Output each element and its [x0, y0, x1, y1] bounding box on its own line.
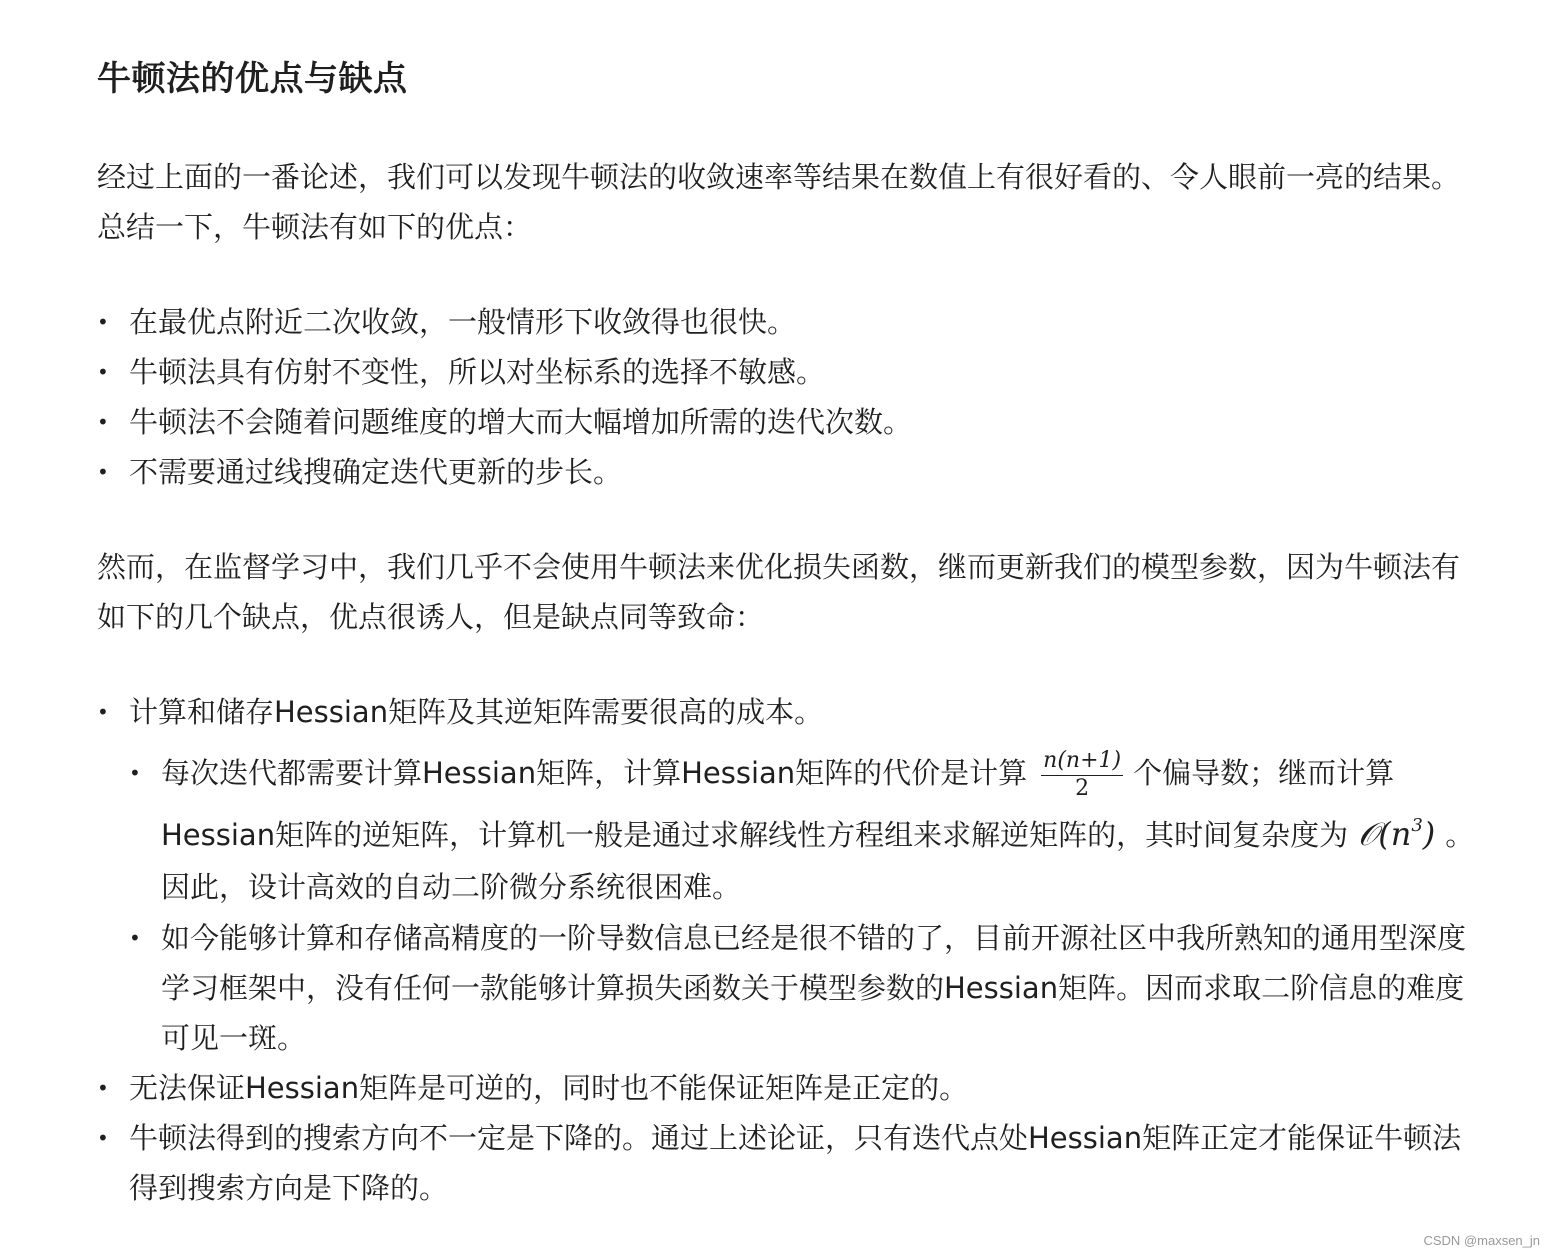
transition-paragraph: 然而，在监督学习中，我们几乎不会使用牛顿法来优化损失函数，继而更新我们的模型参数，因为牛顿法有如下的几个缺点，优点很诱人，但是缺点同等致命：	[97, 550, 1461, 634]
list-item: • 牛顿法不会随着问题维度的增大而大幅增加所需的迭代次数。	[97, 397, 1477, 447]
list-item: • 牛顿法具有仿射不变性，所以对坐标系的选择不敏感。	[97, 347, 1477, 397]
article	[97, 50, 1477, 1205]
complexity-formula	[1358, 815, 1435, 853]
sub-list	[129, 747, 1477, 1063]
sub-item-text-end: 。因此，设计高效的自动二阶微分系统很困难。	[161, 818, 1475, 904]
fraction-numerator: n(n+1)	[1041, 750, 1123, 776]
list-item: • 不需要通过线搜确定迭代更新的步长。	[97, 447, 1477, 497]
section-heading: 牛顿法的优点与缺点	[97, 59, 408, 99]
fraction-formula	[1041, 750, 1123, 800]
sub-list-item	[129, 747, 1477, 913]
list-item: • 牛顿法得到的搜索方向不一定是下降的。通过上述论证，只有迭代点处Hessian矩阵正定才能保证牛顿法得到搜索方向是下降的。	[97, 1113, 1477, 1213]
list-item: • 在最优点附近二次收敛，一般情形下收敛得也很快。	[97, 297, 1477, 347]
list-item-text: 计算和储存Hessian矩阵及其逆矩阵需要很高的成本。	[129, 695, 824, 729]
complexity-base: 𝒪(n	[1358, 815, 1412, 853]
sub-list-item: • 如今能够计算和存储高精度的一阶导数信息已经是很不错的了，目前开源社区中我所熟知的通用型深度学习框架中，没有任何一款能够计算损失函数关于模型参数的Hessian矩阵。因而求取二阶信息的难度可见一斑。	[129, 913, 1477, 1063]
complexity-exponent: 3	[1411, 815, 1423, 836]
advantages-list	[97, 297, 1477, 497]
fraction-denominator: 2	[1075, 776, 1090, 801]
watermark: CSDN @maxsen_jn	[1423, 1233, 1540, 1248]
list-item: • 无法保证Hessian矩阵是可逆的，同时也不能保证矩阵是正定的。	[97, 1063, 1477, 1113]
list-item	[97, 687, 1477, 1063]
complexity-close: )	[1422, 815, 1436, 853]
sub-item-text-start: 每次迭代都需要计算Hessian矩阵，计算Hessian矩阵的代价是计算	[161, 756, 1028, 790]
disadvantages-list	[97, 687, 1477, 1213]
intro-paragraph: 经过上面的一番论述，我们可以发现牛顿法的收敛速率等结果在数值上有很好看的、令人眼前一亮的结果。总结一下，牛顿法有如下的优点：	[97, 160, 1461, 244]
sub-item-text-middle: 个偏导数；继而计算Hessian矩阵的逆矩阵，计算机一般是通过求解线性方程组来求解逆矩阵的，其时间复杂度为	[161, 756, 1395, 852]
